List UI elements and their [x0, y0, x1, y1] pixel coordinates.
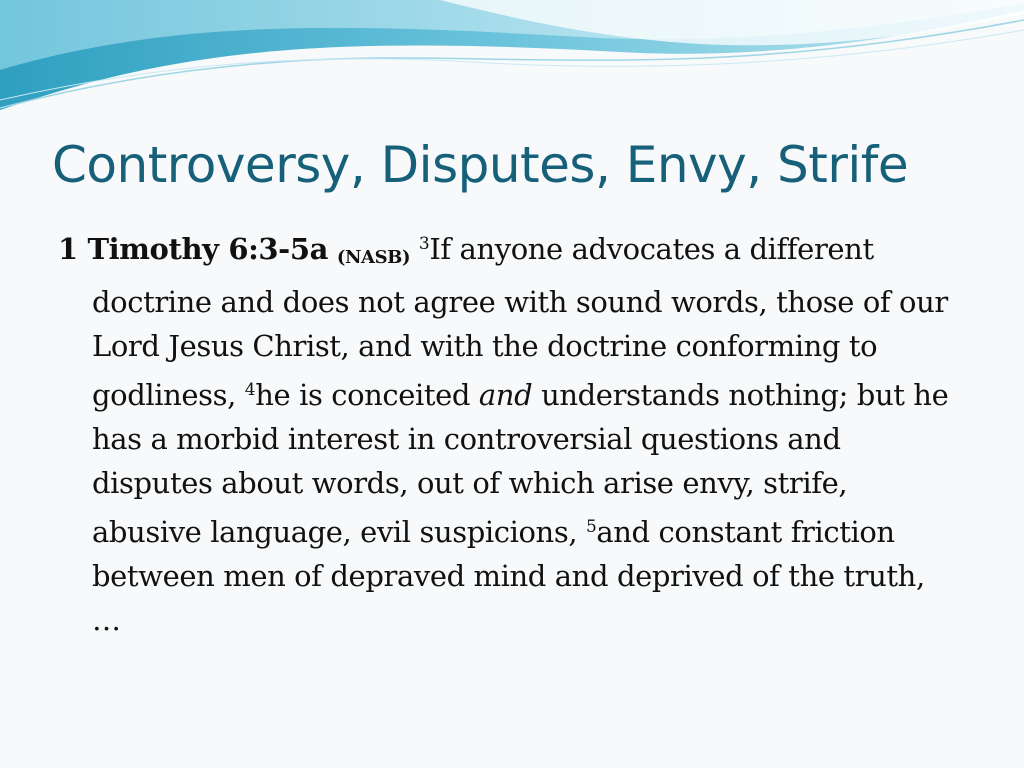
- verse-number-4: 4: [244, 380, 256, 400]
- verse-3-text: If anyone advocates a different doctrine and does not agree with sound words, those of our Lord Jesus Christ, and with the doctrine conforming to godliness,: [92, 232, 948, 412]
- verse-number-3: 3: [418, 234, 430, 254]
- verse-4-italic: and: [478, 378, 533, 412]
- verse-5-text: and constant friction between men of depraved mind and deprived of the truth, …: [92, 515, 925, 637]
- scripture-reference: 1 Timothy 6:3-5a: [58, 232, 328, 266]
- slide-title: Controversy, Disputes, Envy, Strife: [52, 136, 909, 194]
- verse-4-text-b: understands nothing; but he has a morbid interest in controversial questions and disputes about words, out of which arise envy, strife, abusive language, evil suspicions,: [92, 378, 949, 549]
- bible-version: (NASB): [336, 247, 411, 268]
- scripture-paragraph: [58, 222, 958, 642]
- verse-4-text-a: he is conceited: [255, 378, 471, 412]
- scripture-body: [58, 222, 958, 642]
- wave-decoration: [0, 0, 1024, 130]
- verse-number-5: 5: [585, 517, 597, 537]
